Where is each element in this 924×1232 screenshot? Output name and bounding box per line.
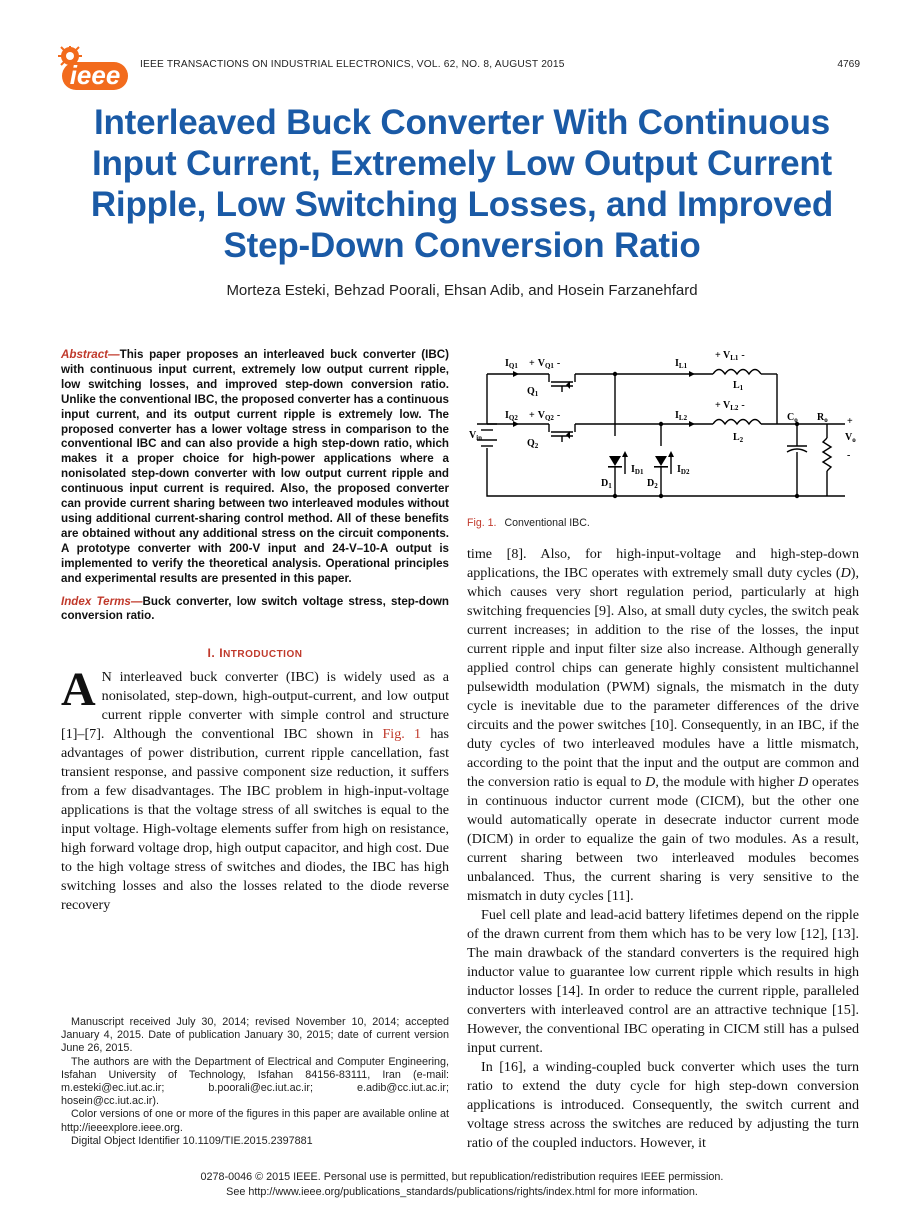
label-l1: $L_1$ bbox=[733, 380, 744, 392]
index-terms bbox=[61, 595, 449, 625]
left-column bbox=[61, 348, 449, 915]
figure-1-circuit bbox=[467, 348, 859, 508]
section-heading-introduction bbox=[61, 646, 449, 660]
label-vl2: + $V_{L2}$ - bbox=[715, 400, 745, 412]
label-vo-minus: - bbox=[847, 450, 851, 461]
abstract-text: This paper proposes an interleaved buck converter (IBC) with continuous input current, extremely low output current ripple, low switching losses, and improved step-down conversion ratio. Unlike the conventional IBC, the proposed converter has a continuous input current, and its output current ripple is extremely low. The proposed converter has a lower voltage stress in comparison to the conventional IBC and can also provide a high step-down ratio, which makes it a proper choice for high-power applications where a nonisolated step-down converter with low output current ripple and continuous input current is required. Also, the proposed converter can provide current sharing between two interleaved modules without using additional current-sharing control method. All of these benefits are obtained without any additional stress on the circuit components. A prototype converter with 200-V input and 24-V–10-A output is implemented to verify the theoretical analysis. Operational principles and experimental results are presented in this paper. bbox=[61, 348, 449, 585]
intro-paragraph bbox=[61, 663, 450, 915]
label-vo: $V_o$ bbox=[845, 432, 856, 444]
p1-part-a: time [8]. Also, for high-input-voltage and high-step-down applications, the IBC operates with extremely small duty cycles ( bbox=[467, 546, 859, 581]
label-il2: $I_{L2}$ bbox=[675, 410, 688, 422]
page-number: 4769 bbox=[837, 59, 860, 70]
label-id2: $I_{D2}$ bbox=[677, 464, 690, 476]
section-rest-caps: NTRODUCTION bbox=[223, 649, 303, 661]
abstract-label: Abstract— bbox=[61, 348, 120, 361]
footnote-doi: Digital Object Identifier 10.1109/TIE.2015.2397881 bbox=[71, 1134, 313, 1147]
label-q2: $Q_2$ bbox=[527, 438, 539, 450]
label-id1: $I_{D1}$ bbox=[631, 464, 644, 476]
label-vin: $V_{in}$ bbox=[469, 430, 483, 442]
label-vq1: + $V_{Q1}$ - bbox=[529, 358, 561, 370]
label-vl1: + $V_{L1}$ - bbox=[715, 350, 745, 362]
footnote-received: Manuscript received July 30, 2014; revised November 10, 2014; accepted January 4, 2015. Date of publication January 30, 2015; date of current version June 26, 2015. bbox=[61, 1016, 449, 1055]
label-ro: $R_o$ bbox=[817, 412, 828, 424]
logo-text: ieee bbox=[69, 60, 121, 90]
right-column bbox=[467, 348, 859, 1153]
paragraph-fuel-cell: Fuel cell plate and lead-acid battery lifetimes depend on the ripple of the drawn current from them which has to be very low [12], [13]. The main drawback of the standard converters is the required high inductor value to guarantee low current ripple which results in high inductor losses [14]. In order to reduce the current ripple, paralleled converters with interleaved control are an attractive technique [15]. However, the conventional IBC operating in CICM still has a pulsed input current. bbox=[467, 907, 859, 1056]
figure-1-caption-text: Conventional IBC. bbox=[504, 517, 590, 529]
p1-part-d: operates in continuous inductor current mode (CICM), but the other one would automatically operate in desecrate inductor current mode (DICM) in order to equalize the gain of two modules. As a result, current sharing between two interleaved modules becomes unbalanced. Thus, the current sharing is very sensitive to the mismatch in duty cycles [11]. bbox=[467, 774, 859, 904]
label-iq1: $I_{Q1}$ bbox=[505, 358, 518, 370]
label-l2: $L_2$ bbox=[733, 432, 744, 444]
label-co: $C_o$ bbox=[787, 412, 798, 424]
index-terms-label: Index Terms— bbox=[61, 594, 143, 608]
ieee-logo bbox=[56, 46, 132, 92]
label-vo-plus: + bbox=[847, 416, 853, 427]
paper-title: Interleaved Buck Converter With Continuous Input Current, Extremely Low Output Current Ripple, Low Switching Losses, and Improved Step-Down Conversion Ratio bbox=[90, 103, 834, 265]
diode-d2-icon bbox=[655, 456, 667, 466]
paragraph-duty-cycle bbox=[467, 545, 859, 906]
drop-cap: A bbox=[61, 663, 96, 717]
label-d2: $D_2$ bbox=[647, 478, 658, 490]
symbol-d: D bbox=[840, 565, 851, 581]
label-il1: $I_{L1}$ bbox=[675, 358, 688, 370]
index-terms-text: Buck converter, low switch voltage stress, step-down conversion ratio. bbox=[61, 594, 449, 623]
figure-1-caption bbox=[467, 517, 859, 529]
p1-part-c: , the module with higher bbox=[655, 774, 799, 790]
right-column-text bbox=[467, 545, 859, 1153]
footnote bbox=[61, 1016, 449, 1148]
fig1-link[interactable]: Fig. 1 bbox=[382, 726, 422, 743]
intro-text-after-link: has advantages of power distribution, current ripple cancellation, fast transient response, and passive component size reduction, it suffers from a few disadvantages. The IBC problem in high-input-voltage applications is that the voltage stress of all switches is equal to the input voltage. High-voltage elements suffer from high on resistance, high forward voltage drop, high output capacitor, and high cost. Due to the high voltage stress of switches and diodes, the IBC has high switching losses and also the losses related to the diode reverse recovery bbox=[61, 726, 450, 914]
label-vq2: + $V_{Q2}$ - bbox=[529, 410, 561, 422]
diode-d1-icon bbox=[609, 456, 621, 466]
abstract bbox=[61, 348, 449, 587]
paragraph-winding-coupled: In [16], a winding-coupled buck converter which uses the turn ratio to extend the duty cycle for high step-down conversion applications is introduced. Consequently, the switch current and voltage stress across the switches are reduced by adjusting the turn ratio of the coupled inductors. However, it bbox=[467, 1059, 859, 1151]
label-iq2: $I_{Q2}$ bbox=[505, 410, 518, 422]
label-q1: $Q_1$ bbox=[527, 386, 539, 398]
label-d1: $D_1$ bbox=[601, 478, 612, 490]
footnote-color: Color versions of one or more of the figures in this paper are available online at http://ieeexplore.ieee.org. bbox=[61, 1108, 449, 1134]
copyright-line: 0278-0046 © 2015 IEEE. Personal use is permitted, but republication/redistribution requires IEEE permission. bbox=[200, 1171, 724, 1183]
p1-part-b: ), which causes very short regulation period, particularly at high switching frequencies [9]. Also, at small duty cycles, the switch peak current increases; in addition to the rise of the losses, the input current ripple and input filter size also increase. Although generally applied control chips can generate highly consistent multichannel pulsewidth modulation (PWM) signals, the mismatch in the duty cycle is inevitable due to the parameter differences of the drive circuits and the power switches [10]. Consequently, in an IBC, if the duty cycles of two interleaved modules have a little mismatch, according to the point that the input and the output are common and the conversion ratio is equal to bbox=[467, 565, 859, 790]
symbol-d: D bbox=[798, 774, 809, 790]
section-numeral: I. bbox=[207, 646, 216, 661]
figure-1-number: Fig. 1. bbox=[467, 517, 497, 529]
paper-authors: Morteza Esteki, Behzad Poorali, Ehsan Adib, and Hosein Farzanehfard bbox=[226, 282, 698, 299]
footnote-affiliation: The authors are with the Department of Electrical and Computer Engineering, Isfahan University of Technology, Isfahan 84156-83111, Iran (e-mail: m.esteki@ec.iut.ac.ir; b.poorali@ec.iut.ac.ir; e.adib@cc.iut.ac.ir; hosein@cc.iut.ac.ir). bbox=[61, 1055, 449, 1108]
section-first-letter: I bbox=[219, 646, 224, 661]
symbol-d: D bbox=[645, 774, 656, 790]
rights-url-line: See http://www.ieee.org/publications_standards/publications/rights/index.html for more information. bbox=[226, 1186, 698, 1198]
intro-text-before-link: N interleaved buck converter (IBC) is widely used as a nonisolated, step-down, high-output-current, and low output current ripple converter with simple control and structure [1]–[7]. Although the conventional IBC shown in bbox=[61, 669, 449, 743]
running-head: IEEE TRANSACTIONS ON INDUSTRIAL ELECTRONICS, VOL. 62, NO. 8, AUGUST 2015 bbox=[140, 59, 565, 70]
